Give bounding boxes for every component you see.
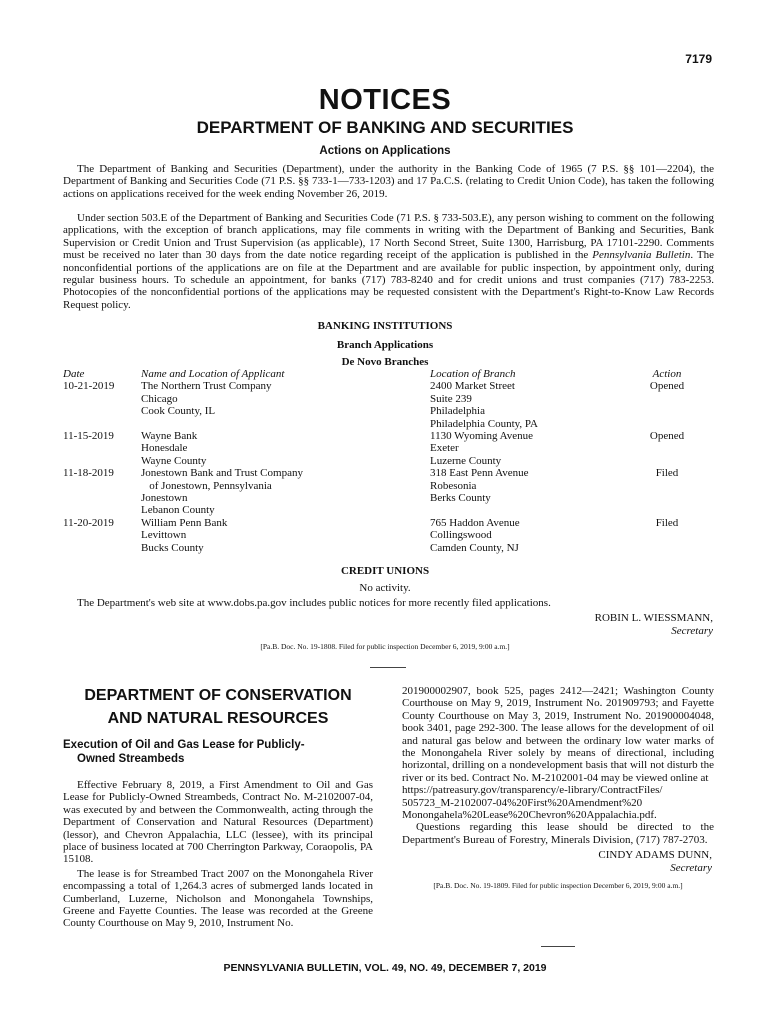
location-line: Exeter — [430, 442, 459, 455]
applicant-line: Wayne Bank — [141, 430, 198, 443]
row-branch-location — [430, 517, 620, 554]
doc-filing-note: [Pa.B. Doc. No. 19-1809. Filed for public inspection December 6, 2019, 9:00 a.m.] — [433, 881, 683, 891]
applicant-line: Chicago — [141, 392, 178, 405]
location-line: Luzerne County — [430, 454, 502, 467]
row-branch-location — [430, 380, 620, 430]
applicant-line: Lebanon County — [141, 504, 215, 517]
applicant-line: Cook County, IL — [141, 405, 216, 418]
location-line: Camden County, NJ — [430, 541, 519, 554]
location-line: Suite 239 — [430, 392, 472, 405]
branch-table — [63, 368, 714, 554]
header-location: Location of Branch — [430, 368, 516, 380]
row-applicant — [141, 380, 430, 430]
section-credit-unions: CREDIT UNIONS — [340, 565, 430, 577]
row-date: 11-20-2019 — [63, 516, 114, 529]
conservation-right-column — [402, 685, 714, 893]
applicant-line: Jonestown Bank and Trust Company — [141, 467, 303, 480]
conservation-department-title — [63, 684, 373, 730]
row-date: 10-21-2019 — [63, 380, 115, 393]
header-date: Date — [63, 368, 85, 380]
location-line: 1130 Wyoming Avenue — [430, 430, 534, 443]
location-line: 765 Haddon Avenue — [430, 516, 520, 529]
applicant-line: Wayne County — [141, 454, 207, 467]
row-branch-location — [430, 467, 620, 517]
contract-url[interactable] — [402, 784, 714, 821]
section-divider — [541, 946, 575, 947]
applicant-line: Honesdale — [141, 442, 188, 455]
lease-title — [63, 738, 373, 766]
url-line: Monongahela%20Lease%20Chevron%20Appalachia.pdf. — [402, 809, 657, 822]
row-branch-location — [430, 430, 620, 467]
signer-title: Secretary — [670, 861, 712, 874]
intro-paragraph: The Department of Banking and Securities (Department), under the authority in the Banking Code of 1965 (7 P.S. §§ 101—2204), the Department of Banking and Securities Code (71 P.S. §§ 733-1—733-1203) and 17 Pa.C.S. (relating to Credit Union Code), has taken the following actions on applications received for the week ending November 26, 2019. — [63, 163, 714, 200]
section-banking-institutions: BANKING INSTITUTIONS — [317, 320, 453, 332]
section-subheading: Actions on Applications — [319, 145, 451, 157]
table-row — [63, 380, 714, 430]
row-applicant — [141, 430, 430, 467]
signer-title: Secretary — [671, 625, 713, 637]
url-line: https://patreasury.gov/transparency/e-library/ContractFiles/ — [402, 784, 663, 797]
conservation-left-column — [63, 684, 373, 930]
doc-filing-note: [Pa.B. Doc. No. 19-1808. Filed for public inspection December 6, 2019, 9:00 a.m.] — [260, 642, 510, 651]
lease-paragraph: Effective February 8, 2019, a First Amendment to Oil and Gas Lease for Publicly-Owned Streambeds, Contract No. M-2102007-04, was executed by and between the Commonwealth, acting through the Department of Conservation and Natural Resources (Department) (lessor), and Chevron Appalachia, LLC (lessee), with its principal place of business located at 700 Cherrington Parkway, Coraopolis, PA 15108. — [63, 779, 373, 866]
location-line: 318 East Penn Avenue — [430, 467, 529, 480]
lease-body — [63, 779, 373, 930]
row-action: Opened — [649, 380, 685, 393]
applicant-line: The Northern Trust Company — [141, 380, 272, 393]
lease-paragraph-rest: 201900002907, book 525, pages 2412—2421; Washington County Courthouse on May 9, 2019, Instrument No. 201909793; and Fayette County Courthouse on May 3, 2019, Instrument No. 201900004048, book 3401, page 292-300. The lease allows for the development of oil and natural gas below and between the ordinary low water marks of the Monongahela River solely by means of directional, including horizontal, drilling on a nondevelopment basis that will not disturb the river or its bed. Contract No. M-2102001-04 may be viewed online at — [402, 685, 714, 784]
applicant-line: William Penn Bank — [141, 516, 228, 529]
url-line: 505723_M-2102007-04%20First%20Amendment%20 — [402, 796, 643, 809]
lease-title-line: Owned Streambeds — [77, 753, 185, 765]
no-activity-text: No activity. — [359, 582, 411, 594]
table-row — [63, 467, 714, 517]
section-de-novo-branches: De Novo Branches — [341, 356, 429, 368]
table-row — [63, 430, 714, 467]
lease-paragraph-continued: The lease is for Streambed Tract 2007 on the Monongahela River encompassing a total of 1,264.3 acres of submerged lands located in Cumberland, Luzerne, Nicholson and Monongahela Townships, Greene and Fayette Counties. The lease was recorded at the Greene County Courthouse on May 9, 2010, Instrument No. — [63, 867, 373, 930]
lease-title-line: Execution of Oil and Gas Lease for Publicly- — [63, 739, 305, 751]
location-line: Collingswood — [430, 529, 492, 542]
location-line: Robesonia — [430, 479, 477, 492]
header-name: Name and Location of Applicant — [141, 368, 285, 380]
department-title-line: DEPARTMENT OF CONSERVATION — [84, 687, 352, 704]
row-date: 11-15-2019 — [63, 430, 114, 443]
section-branch-applications: Branch Applications — [336, 339, 434, 351]
signer-name: CINDY ADAMS DUNN, — [598, 849, 712, 862]
applicant-line: Bucks County — [141, 541, 204, 554]
department-title: DEPARTMENT OF BANKING AND SECURITIES — [196, 118, 574, 137]
location-line: Berks County — [430, 492, 491, 505]
signer-name: ROBIN L. WIESSMANN, — [594, 612, 713, 624]
row-action: Filed — [655, 516, 679, 529]
row-applicant — [141, 517, 430, 554]
applicant-line: Levittown — [141, 529, 187, 542]
page-heading: NOTICES — [318, 84, 452, 116]
table-row — [63, 517, 714, 554]
page-number: 7179 — [685, 52, 712, 66]
website-note: The Department's web site at www.dobs.pa.gov includes public notices for more recently filed applications. — [77, 597, 551, 609]
comment-paragraph: Under section 503.E of the Department of Banking and Securities Code (71 P.S. § 733-503.E), any person wishing to comment on the following applications, with the exception of branch applications, may file comments in writing with the Department of Banking and Securities, Bank Supervision or Credit Union and Trust Supervision (as applicable), 17 North Second Street, Suite 1300, Harrisburg, PA 17101-2290. Comments must be received no later than 30 days from the date notice regarding receipt of the application is published in the Pennsylvania Bulletin. The nonconfidential portions of the applications are on file at the Department and are available for public inspection, by appointment only, during regular business hours. To schedule an appointment, for banks (717) 783-8240 and for credit unions and trust companies (717) 783-2253. Photocopies of the nonconfidential portions of the applications may be requested consistent with the Department's Right-to-Know Law Records Request policy. — [63, 212, 714, 311]
department-title-line: AND NATURAL RESOURCES — [107, 710, 329, 727]
row-action: Opened — [649, 430, 685, 443]
location-line: Philadelphia — [430, 405, 485, 418]
page-footer: PENNSYLVANIA BULLETIN, VOL. 49, NO. 49, DECEMBER 7, 2019 — [223, 962, 547, 974]
row-date: 11-18-2019 — [63, 467, 114, 480]
applicant-line: of Jonestown, Pennsylvania — [141, 479, 272, 492]
location-line: 2400 Market Street — [430, 380, 515, 393]
row-action: Filed — [655, 467, 679, 480]
applicant-line: Jonestown — [141, 492, 188, 505]
row-applicant — [141, 467, 430, 517]
table-header — [63, 368, 714, 380]
questions-paragraph: Questions regarding this lease should be directed to the Department's Bureau of Forestry, Minerals Division, (717) 787-2703. — [402, 821, 714, 846]
location-line: Philadelphia County, PA — [430, 417, 538, 430]
header-action: Action — [652, 368, 682, 380]
section-divider — [370, 667, 406, 668]
